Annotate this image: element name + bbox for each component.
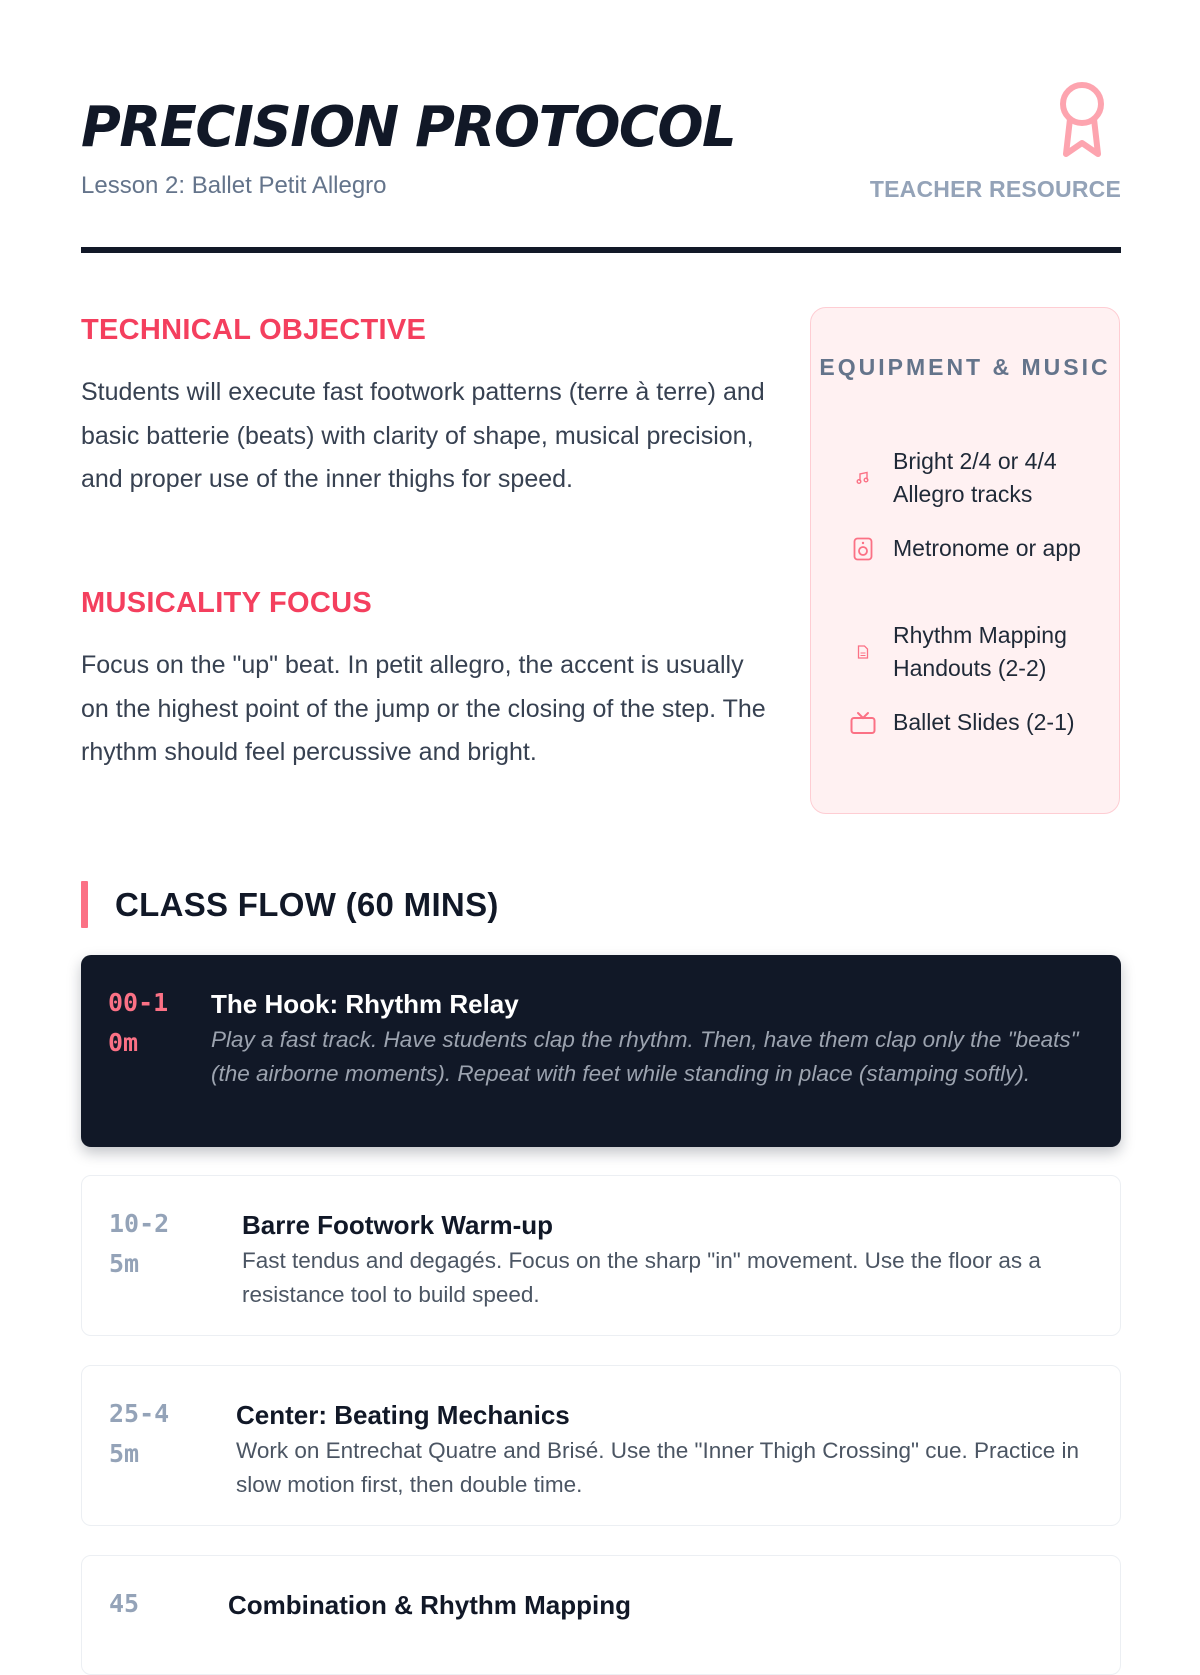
class-flow-accent-bar	[81, 881, 88, 928]
step-description: Play a fast track. Have students clap the rhythm. Then, have them clap only the "beats" (the airborne moments). Repeat with feet while standing in place (stamping softly).	[211, 1027, 1079, 1086]
equipment-item	[851, 445, 1091, 511]
class-flow-step	[81, 1365, 1121, 1526]
step-body	[242, 1208, 1090, 1311]
class-flow-step	[81, 1175, 1121, 1336]
step-body	[211, 987, 1091, 1090]
equipment-heading: EQUIPMENT & MUSIC	[819, 354, 1111, 380]
equipment-card	[810, 307, 1120, 814]
step-time: 45	[109, 1589, 140, 1618]
technical-objective-section	[81, 314, 771, 502]
equipment-item	[851, 706, 1091, 739]
step-time: 10-25m	[109, 1209, 170, 1278]
technical-objective-heading: TECHNICAL OBJECTIVE	[81, 314, 427, 346]
tv-icon	[851, 711, 875, 735]
step-body	[228, 1588, 1090, 1622]
step-title: Combination & Rhythm Mapping	[228, 1590, 631, 1620]
musicality-focus-section	[81, 587, 771, 775]
technical-objective-text: Students will execute fast footwork patterns (terre à terre) and basic batterie (beats) with clarity of shape, musical precision, and proper use of the inner thighs for speed.	[81, 378, 765, 493]
equipment-item	[851, 532, 1091, 565]
equipment-label: Ballet Slides (2-1)	[893, 709, 1075, 735]
step-time: 25-45m	[109, 1399, 170, 1468]
class-flow-step	[81, 955, 1121, 1147]
musicality-focus-heading: MUSICALITY FOCUS	[81, 587, 373, 619]
class-flow-step	[81, 1555, 1121, 1675]
page-header	[81, 95, 1121, 202]
step-time: 00-10m	[108, 988, 169, 1057]
lesson-subtitle: Lesson 2: Ballet Petit Allegro	[81, 172, 387, 199]
resource-badge	[861, 80, 1121, 206]
equipment-label: Bright 2/4 or 4/4 Allegro tracks	[893, 448, 1057, 507]
equipment-label: Metronome or app	[893, 535, 1081, 561]
musicality-focus-text: Focus on the "up" beat. In petit allegro, the accent is usually on the highest point of the jump or the closing of the step. The rhythm should feel percussive and bright.	[81, 651, 766, 766]
equipment-item	[851, 619, 1091, 685]
step-description: Work on Entrechat Quatre and Brisé. Use the "Inner Thigh Crossing" cue. Practice in slow motion first, then double time.	[236, 1438, 1080, 1497]
step-title: Barre Footwork Warm-up	[242, 1210, 554, 1240]
step-description: Fast tendus and degagés. Focus on the sharp "in" movement. Use the floor as a resistance tool to build speed.	[242, 1248, 1041, 1307]
step-title: The Hook: Rhythm Relay	[211, 989, 519, 1019]
teacher-resource-label: TEACHER RESOURCE	[869, 176, 1121, 202]
music-note-icon	[851, 471, 875, 485]
equipment-label: Rhythm Mapping Handouts (2-2)	[893, 622, 1067, 681]
header-divider	[81, 247, 1121, 253]
step-title: Center: Beating Mechanics	[236, 1400, 570, 1430]
class-flow-header	[81, 880, 499, 929]
document-icon	[851, 645, 875, 659]
page-title: PRECISION PROTOCOL	[81, 95, 736, 160]
class-flow-heading: CLASS FLOW (60 MINS)	[115, 885, 499, 923]
speaker-icon	[851, 537, 875, 561]
ribbon-award-icon	[1055, 80, 1109, 158]
step-body	[236, 1398, 1090, 1501]
